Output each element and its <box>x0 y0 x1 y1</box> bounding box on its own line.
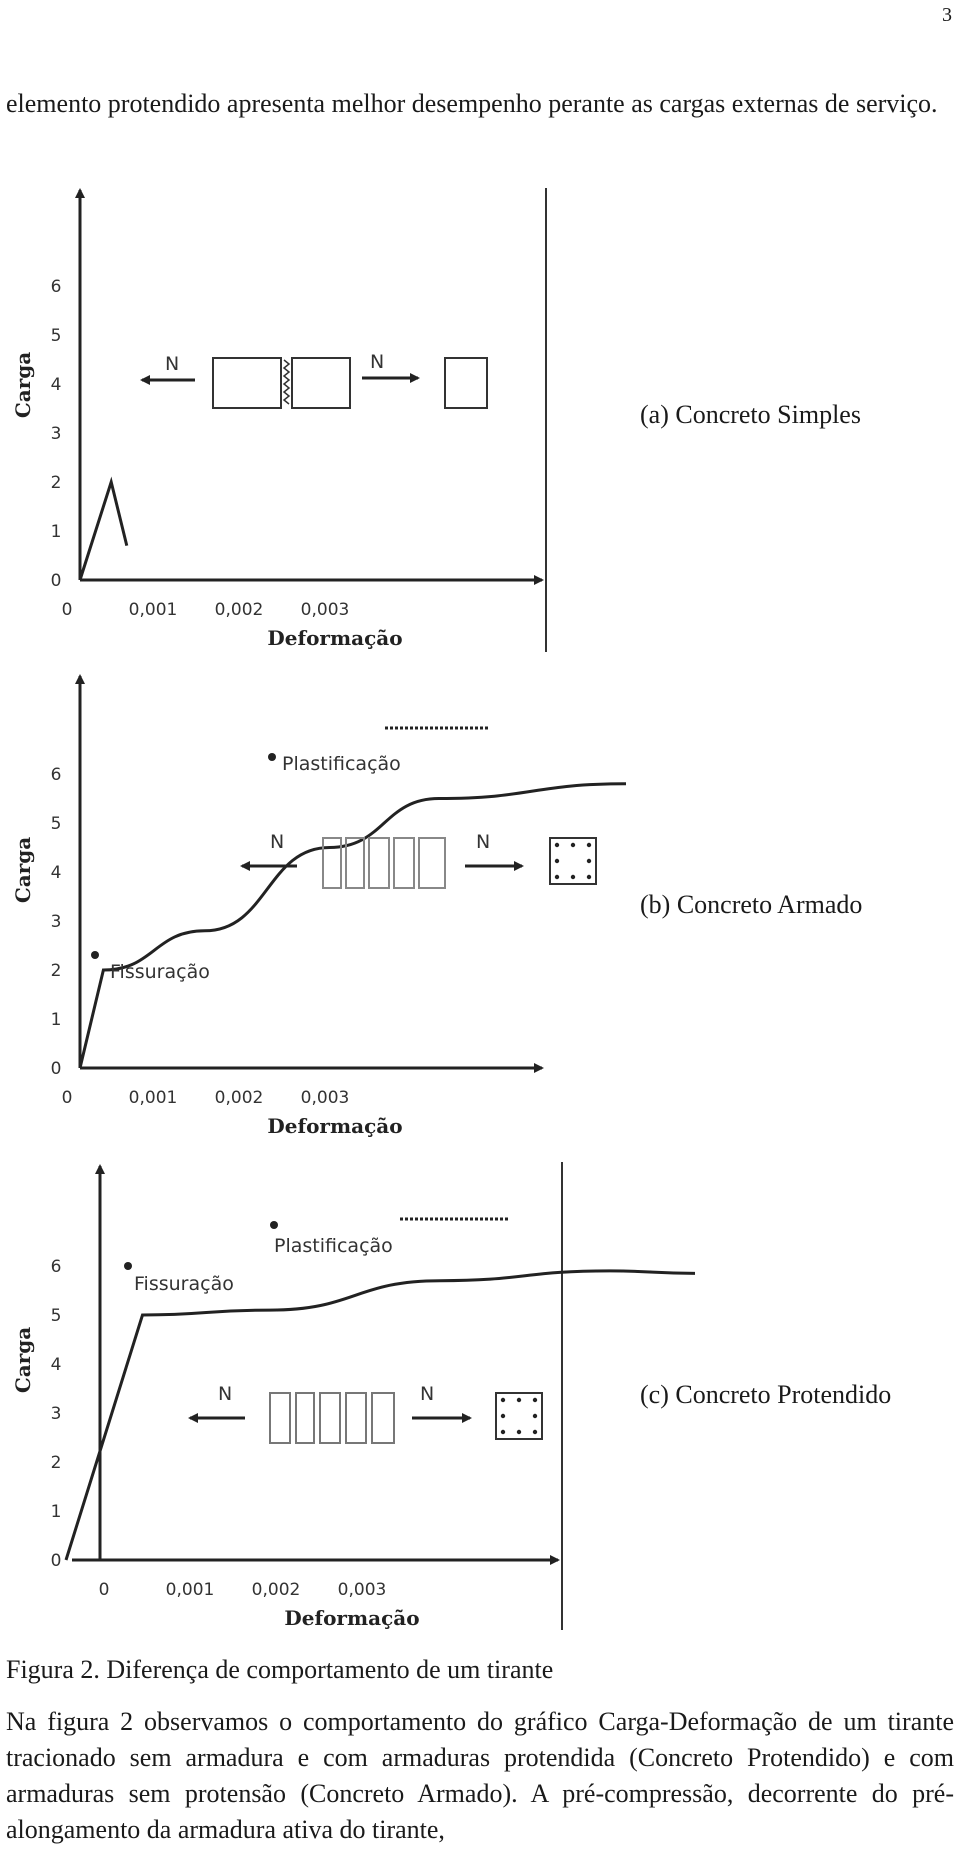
force-label-left-b: N <box>270 831 285 853</box>
y-tick-label: 4 <box>50 1355 62 1375</box>
marker-fissuracao-b <box>91 951 99 959</box>
x-tick-label: 0 <box>98 1580 110 1600</box>
y-tick-label: 5 <box>50 1306 62 1326</box>
tie-illustration-a <box>142 351 487 408</box>
body-paragraph: Na figura 2 observamos o comportamento do gráfico Carga-Deformação de um tirante tracionado sem armadura e com armaduras protendida (Concreto Protendido) e com armaduras sem protensão (Concreto Armado). A pré-compressão, decorrente do pré-alongamento da armadura ativa do tirante, <box>6 1707 954 1844</box>
chart-panel-b <box>11 676 626 1138</box>
x-tick-label: 0,003 <box>300 1088 350 1108</box>
chart-panel-c <box>11 1166 695 1630</box>
annotation-fissuracao-c: Fissuração <box>134 1273 234 1295</box>
yticks-b <box>51 765 62 1079</box>
y-tick-label: 0 <box>50 1059 62 1079</box>
chart-panel-a <box>11 190 542 650</box>
force-label-left-a: N <box>165 353 180 375</box>
curve-c <box>66 1271 695 1560</box>
marker-plastificacao-b <box>268 753 276 761</box>
y-tick-label: 1 <box>50 1502 62 1522</box>
annotation-fissuracao-b: Fissuração <box>110 961 210 983</box>
y-tick-label: 3 <box>50 1404 62 1424</box>
concrete-block-a1 <box>213 358 281 408</box>
crack-a <box>284 360 289 404</box>
y-tick-label: 4 <box>50 375 62 395</box>
x-axis-title-b: Deformação <box>267 1114 403 1138</box>
x-tick-label: 0,002 <box>251 1580 301 1600</box>
y-tick-label: 2 <box>50 961 62 981</box>
annotation-plastificacao-c: Plastificação <box>274 1235 393 1257</box>
y-tick-label: 5 <box>50 326 62 346</box>
y-axis-title-a: Carga <box>11 351 35 419</box>
y-tick-label: 2 <box>50 473 62 493</box>
panel-label-c: (c) Concreto Protendido <box>640 1380 892 1409</box>
x-tick-label: 0,003 <box>300 600 350 620</box>
concrete-block-a2 <box>292 358 350 408</box>
x-tick-label: 0 <box>61 1088 73 1108</box>
force-label-right-c: N <box>420 1383 435 1405</box>
y-tick-label: 1 <box>50 522 62 542</box>
tie-illustration-c <box>190 1383 542 1443</box>
force-label-right-a: N <box>370 351 385 373</box>
figure-caption: Figura 2. Diferença de comportamento de um tirante <box>6 1655 554 1684</box>
curve-a <box>80 482 127 580</box>
xticks-c <box>99 1580 387 1600</box>
x-tick-label: 0,002 <box>214 600 264 620</box>
y-tick-label: 2 <box>50 1453 62 1473</box>
xticks-a <box>62 600 350 620</box>
intro-paragraph: elemento protendido apresenta melhor desempenho perante as cargas externas de serviço. <box>6 89 938 118</box>
x-axis-title-a: Deformação <box>267 626 403 650</box>
x-tick-label: 0,003 <box>337 1580 387 1600</box>
y-tick-label: 4 <box>50 863 62 883</box>
x-tick-label: 0,001 <box>128 600 178 620</box>
marker-fissuracao-c <box>124 1262 132 1270</box>
y-tick-label: 3 <box>50 912 62 932</box>
rebar-segments-c <box>270 1393 394 1443</box>
x-tick-label: 0,002 <box>214 1088 264 1108</box>
annotation-plastificacao-b: Plastificação <box>282 753 401 775</box>
y-tick-label: 0 <box>50 571 62 591</box>
xticks-b <box>62 1088 350 1108</box>
x-tick-label: 0,001 <box>128 1088 178 1108</box>
y-tick-label: 3 <box>50 424 62 444</box>
y-tick-label: 6 <box>50 765 62 785</box>
y-axis-title-b: Carga <box>11 836 35 904</box>
rebar-segments-b <box>323 838 445 888</box>
y-tick-label: 0 <box>50 1551 62 1571</box>
x-axis-title-c: Deformação <box>284 1606 420 1630</box>
rebar-dots-c <box>501 1398 537 1434</box>
y-tick-label: 1 <box>50 1010 62 1030</box>
marker-plastificacao-c <box>270 1221 278 1229</box>
yticks-a <box>51 277 62 591</box>
cross-section-a <box>445 358 487 408</box>
panel-label-a: (a) Concreto Simples <box>640 400 861 429</box>
curve-b <box>80 784 626 1068</box>
x-tick-label: 0,001 <box>165 1580 215 1600</box>
yticks-c <box>51 1257 62 1571</box>
page-number: 3 <box>942 4 952 26</box>
y-tick-label: 6 <box>50 1257 62 1277</box>
rebar-dots-b <box>555 843 591 879</box>
y-axis-title-c: Carga <box>11 1326 35 1394</box>
x-tick-label: 0 <box>61 600 73 620</box>
force-label-left-c: N <box>218 1383 233 1405</box>
panel-label-b: (b) Concreto Armado <box>640 890 863 919</box>
force-label-right-b: N <box>476 831 491 853</box>
y-tick-label: 6 <box>50 277 62 297</box>
y-tick-label: 5 <box>50 814 62 834</box>
